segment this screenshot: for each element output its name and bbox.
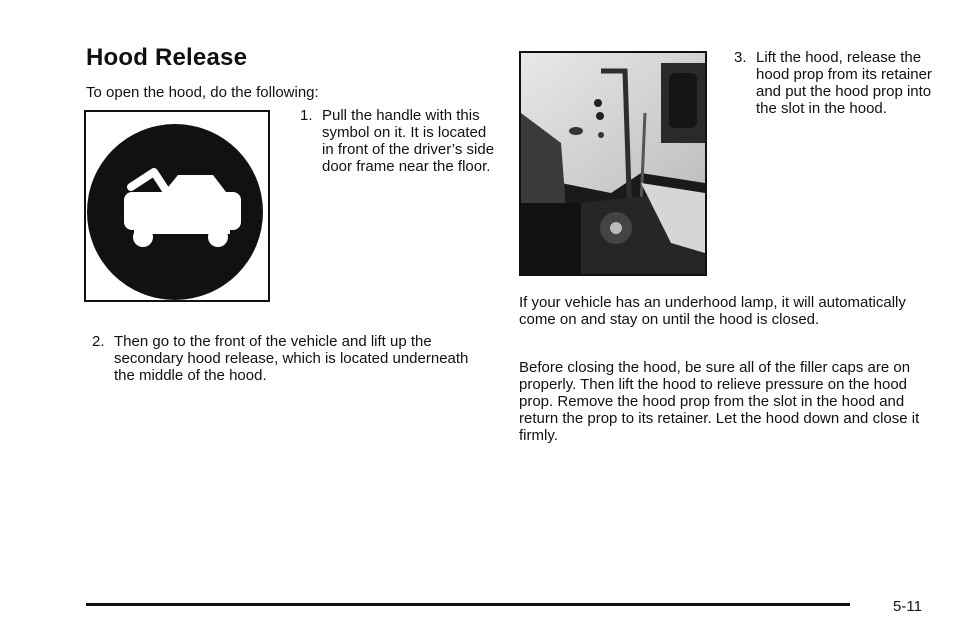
step-number: 3. — [734, 49, 747, 66]
footer-rule — [86, 603, 850, 606]
page-number: 5-11 — [893, 598, 922, 615]
step-text: Pull the handle with this symbol on it. It is located in front of the driver’s side door frame near the floor. — [322, 107, 495, 175]
intro-text: To open the hood, do the following: — [86, 84, 319, 101]
step-1 — [300, 107, 500, 175]
hood-release-icon — [86, 112, 268, 300]
underhood-lamp-paragraph: If your vehicle has an underhood lamp, it will automatically come on and stay on until the hood is closed. — [519, 294, 906, 328]
hood-symbol-figure — [84, 110, 270, 302]
step-text: Lift the hood, release the hood prop from its retainer and put the hood prop into the slot in the hood. — [756, 49, 932, 117]
section-title: Hood Release — [86, 44, 248, 71]
step-text: Then go to the front of the vehicle and lift up the secondary hood release, which is located underneath the middle of the hood. — [114, 333, 469, 384]
closing-hood-paragraph: Before closing the hood, be sure all of the filler caps are on properly. Then lift the hood to relieve pressure on the hood prop. Remove the hood prop from the slot in the hood and return the prop to its retainer. Let the hood down and close it firmly. — [519, 359, 920, 444]
step-number: 1. — [300, 107, 313, 124]
step-2 — [92, 333, 487, 384]
step-3 — [734, 49, 934, 117]
hood-prop-photo — [519, 51, 707, 276]
step-number: 2. — [92, 333, 105, 350]
